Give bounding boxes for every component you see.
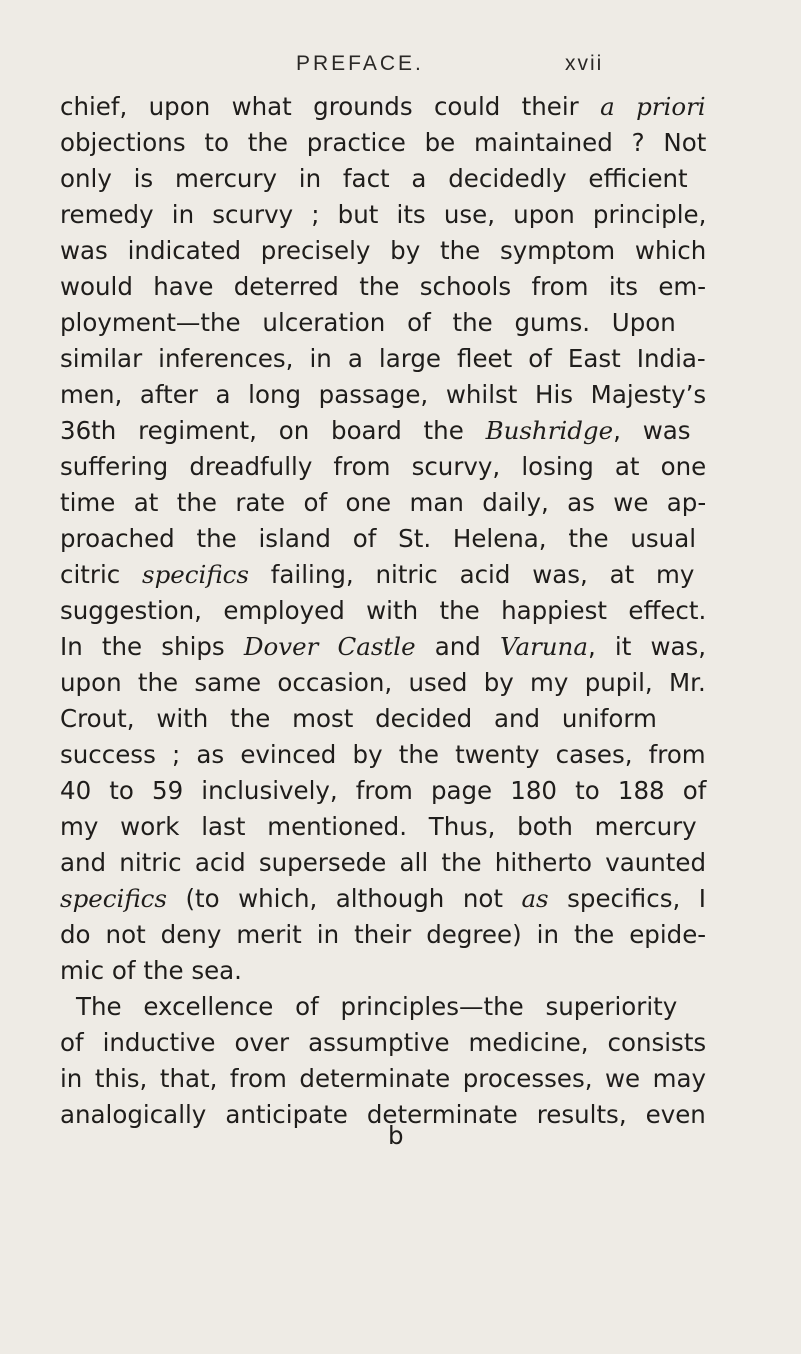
text-line	[60, 953, 242, 993]
text-run: 36th regiment, on board the	[60, 416, 486, 445]
text-line	[60, 701, 657, 741]
text-run: suggestion, employed with the happiest effect.	[60, 596, 707, 625]
text-line	[60, 881, 706, 921]
text-line	[60, 161, 688, 201]
italic-text-run: specifics	[60, 884, 167, 913]
running-head: PREFACE.	[296, 52, 424, 75]
text-line	[60, 1061, 706, 1101]
text-run: was indicated precisely by the symptom which	[60, 236, 707, 265]
text-run: mic of the sea.	[60, 956, 242, 985]
text-line	[60, 125, 706, 165]
text-line	[60, 1097, 706, 1137]
text-line	[60, 557, 694, 597]
text-line	[60, 341, 706, 381]
text-run: , was	[613, 416, 691, 445]
signature-mark: b	[388, 1121, 404, 1150]
page-number: xvii	[565, 52, 604, 75]
text-line	[60, 737, 706, 777]
text-run: failing, nitric acid was, at my	[248, 560, 695, 589]
text-run: my work last mentioned. Thus, both mercury	[60, 812, 697, 841]
text-run: would have deterred the schools from its em-	[60, 272, 707, 301]
text-line	[60, 593, 706, 633]
text-run: of inductive over assumptive medicine, consists	[60, 1028, 707, 1057]
text-run: in this, that, from determinate processes, we may	[60, 1064, 707, 1093]
text-run: success ; as evinced by the twenty cases, from	[60, 740, 706, 769]
text-run: only is mercury in fact a decidedly efficient	[60, 164, 688, 193]
text-line	[60, 233, 706, 273]
italic-text-run: as	[521, 884, 549, 913]
text-run: similar inferences, in a large fleet of East India-	[60, 344, 706, 373]
text-run: The excellence of principles—the superiority	[76, 992, 678, 1021]
text-run: do not deny merit in their degree) in the epide-	[60, 920, 707, 949]
text-run: analogically anticipate determinate results, even	[60, 1100, 706, 1129]
italic-text-run: Bushridge	[485, 416, 614, 445]
text-line	[60, 485, 706, 525]
text-line	[60, 773, 706, 813]
text-run: (to which, although not	[166, 884, 522, 913]
text-run: citric	[60, 560, 143, 589]
text-line	[60, 269, 706, 309]
text-run: men, after a long passage, whilst His Majesty’s	[60, 380, 707, 409]
text-line	[60, 521, 696, 561]
text-line	[60, 377, 706, 417]
page-header	[0, 52, 801, 82]
text-run: proached the island of St. Helena, the usual	[60, 524, 697, 553]
text-run: specifics, I	[548, 884, 706, 913]
text-line	[60, 449, 706, 489]
text-line	[60, 197, 706, 237]
text-run: time at the rate of one man daily, as we ap-	[60, 488, 707, 517]
text-line	[60, 89, 706, 129]
text-line	[60, 413, 691, 453]
text-run: and nitric acid supersede all the hitherto vaunted	[60, 848, 707, 877]
text-line	[60, 305, 676, 345]
italic-text-run: Dover Castle	[243, 632, 416, 661]
italic-text-run: Varuna	[500, 632, 588, 661]
italic-text-run: a priori	[600, 92, 706, 121]
text-run: In the ships	[60, 632, 244, 661]
text-line	[60, 917, 706, 957]
italic-text-run: specifics	[142, 560, 249, 589]
text-run: objections to the practice be maintained ? Not	[60, 128, 707, 157]
text-line	[60, 1025, 706, 1065]
text-run: upon the same occasion, used by my pupil, Mr.	[60, 668, 706, 697]
text-line	[60, 809, 697, 849]
text-run: chief, upon what grounds could their	[60, 92, 601, 121]
text-run: ployment—the ulceration of the gums. Upon	[60, 308, 676, 337]
text-line	[76, 989, 677, 1029]
text-run: 40 to 59 inclusively, from page 180 to 188 of	[60, 776, 707, 805]
text-line	[60, 845, 706, 885]
text-line	[60, 629, 706, 669]
text-run: suffering dreadfully from scurvy, losing at one	[60, 452, 707, 481]
text-run: and	[415, 632, 501, 661]
text-run: remedy in scurvy ; but its use, upon principle,	[60, 200, 707, 229]
text-run: , it was,	[587, 632, 707, 661]
text-run: Crout, with the most decided and uniform	[60, 704, 657, 733]
text-line	[60, 665, 706, 705]
